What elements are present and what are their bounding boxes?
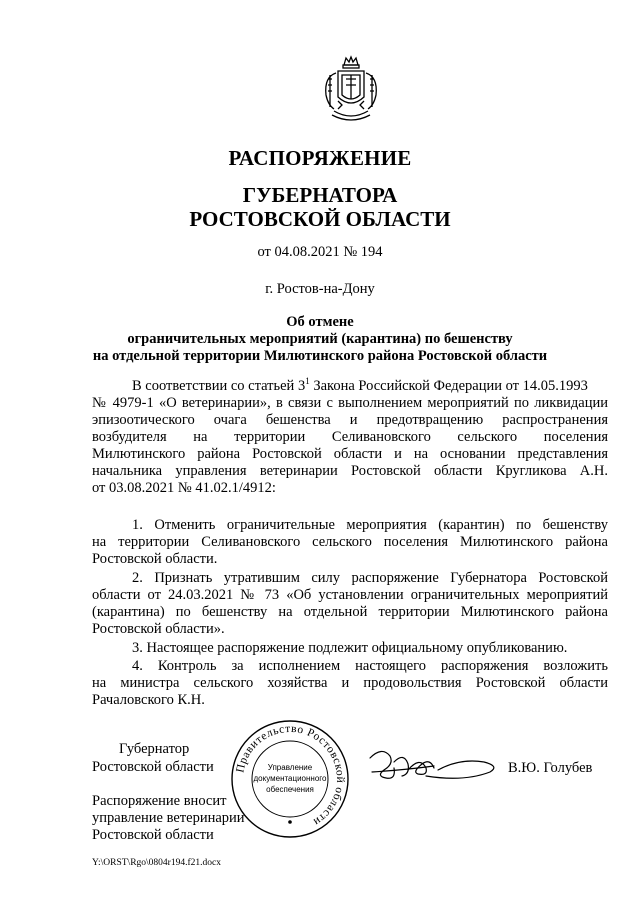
issuer-heading-line2: РОСТОВСКОЙ ОБЛАСТИ [189,207,451,231]
file-path-footer: Y:\ORST\Rgo\0804r194.f21.docx [92,858,221,868]
item-1-line: 1. Отменить ограничительные мероприятия (карантин) по бешенству [132,517,608,533]
document-city: г. Ростов-на-Дону [265,281,375,297]
item-1-line: Ростовской области. [92,551,218,567]
preamble-line: начальника управления ветеринарии Ростовской области Кругликова А.Н. [92,463,608,479]
item-2-line: (карантина) по бешенству на отдельной территории Милютинского района [92,604,608,620]
superscript: 1 [305,376,310,386]
preamble-line: возбудителя на территории Селивановского сельского поселения [92,429,608,445]
stamp-inner-line3: обеспечения [266,785,314,794]
item-1-line: на территории Селивановского сельского поселения Милютинского района [92,534,608,550]
document-date-number: от 04.08.2021 № 194 [257,244,383,260]
item-4-line: 4. Контроль за исполнением настоящего распоряжения возложить [132,658,608,674]
stamp-inner-line1: Управление [267,763,313,772]
preamble-line: эпизоотического очага бешенства и предотвращению распространения [92,412,608,428]
signer-title-line1: Губернатор [119,741,190,757]
preamble-line: Милютинского района Ростовской области и на основании представления [92,446,608,462]
item-4-line: на министра сельского хозяйства и продовольствия Ростовской области [92,675,608,691]
item-2-line: области от 24.03.2021 № 73 «Об установлении ограничительных мероприятий [92,587,608,603]
signer-name: В.Ю. Голубев [508,760,593,776]
item-3-line: 3. Настоящее распоряжение подлежит официальному опубликованию. [132,640,568,656]
submitted-by-line3: Ростовской области [92,827,214,843]
issuer-heading-line1: ГУБЕРНАТОРА [242,183,398,207]
official-stamp [229,718,351,840]
preamble-line: № 4979-1 «О ветеринарии», в связи с выполнением мероприятий по ликвидации [92,395,608,411]
coat-of-arms-icon [318,55,384,127]
document-type-heading: РАСПОРЯЖЕНИЕ [228,146,412,170]
preamble-line: от 03.08.2021 № 41.02.1/4912: [92,480,276,496]
item-2-line: Ростовской области». [92,621,225,637]
item-2-line: 2. Признать утратившим силу распоряжение Губернатора Ростовской [132,570,608,586]
stamp-inner-line2: документационного [253,774,327,783]
item-4-line: Рачаловского К.Н. [92,692,205,708]
subject-line2: ограничительных мероприятий (карантина) по бешенству [127,331,513,347]
signer-title-line2: Ростовской области [92,759,214,775]
submitted-by-line1: Распоряжение вносит [92,793,227,809]
subject-line1: Об отмене [286,314,354,330]
stamp-outer-text: Правительство Ростовской области [234,722,347,829]
subject-line3: на отдельной территории Милютинского района Ростовской области [92,348,548,364]
submitted-by-line2: управление ветеринарии [92,810,245,826]
preamble-line: В соответствии со статьей $3^1$ Закона Российской Федерации от 14.05.1993 [132,376,588,394]
handwritten-signature [364,742,504,792]
